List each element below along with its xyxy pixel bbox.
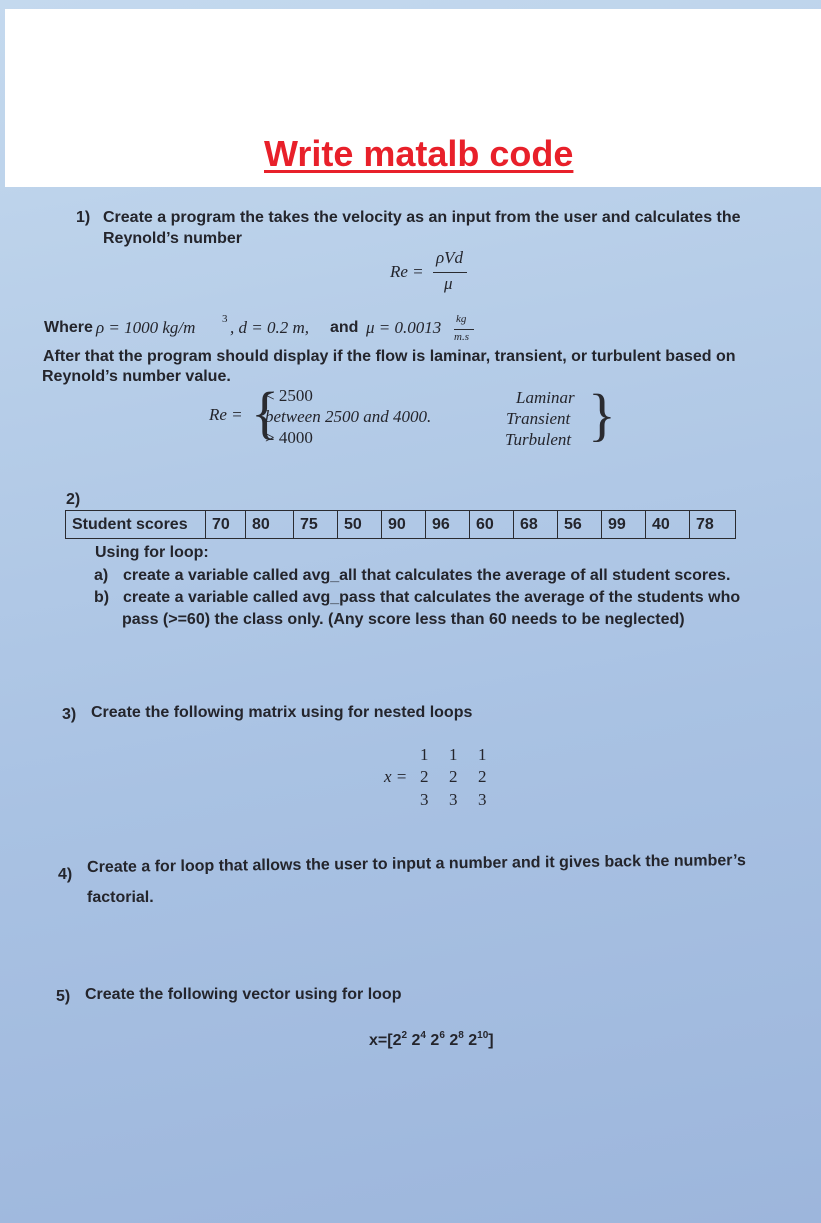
case-condition-3: > 4000 (265, 428, 313, 447)
case-result-1: Laminar (516, 388, 575, 407)
vector-base: 2 (449, 1032, 459, 1049)
vector-exponent: 4 (420, 1030, 426, 1041)
table-row (66, 511, 736, 539)
q5-text: Create the following vector using for loop (85, 986, 402, 1003)
matrix-lhs: x = (384, 767, 408, 786)
vector-base: 2 (430, 1032, 440, 1049)
cases-lhs: Re = (209, 405, 243, 424)
page-title: Write matalb code (264, 133, 574, 174)
matrix-cell: 3 (449, 790, 458, 809)
vector-base: 2 (392, 1032, 402, 1049)
vector-exponent: 8 (458, 1030, 464, 1041)
q3-text: Create the following matrix using for nested loops (91, 704, 473, 721)
q3-number: 3) (62, 706, 77, 723)
where-mu: μ = 0.0013 (366, 318, 442, 337)
q1-line2: Reynold’s number (103, 230, 242, 247)
q4-line1: Create a for loop that allows the user to input a number and it gives back the number’s (87, 852, 746, 876)
unit-fraction-bar (454, 329, 474, 330)
reynolds-formula (388, 248, 478, 298)
where-prefix: Where (44, 319, 93, 336)
score-cell: 70 (206, 511, 246, 539)
vector-base: 2 (411, 1032, 421, 1049)
formula-numerator: ρVd (436, 248, 464, 267)
right-brace: } (588, 382, 616, 447)
q1-after-line1: After that the program should display if the flow is laminar, transient, or turbulent based on (43, 348, 736, 365)
score-cell: 75 (294, 511, 338, 539)
vector-suffix: ] (488, 1032, 494, 1049)
matrix-cell: 2 (478, 767, 487, 786)
power-vector (369, 1030, 494, 1050)
score-cell: 78 (690, 511, 736, 539)
score-cell: 50 (338, 511, 382, 539)
reynolds-cases (207, 380, 616, 450)
q4-number: 4) (58, 866, 73, 883)
fraction-bar (433, 272, 467, 273)
score-cell: 96 (426, 511, 470, 539)
formula-denominator: μ (444, 274, 453, 293)
vector-prefix: x=[ (369, 1032, 393, 1049)
case-result-2: Transient (506, 409, 571, 428)
matrix-cell: 2 (420, 767, 429, 786)
q2-intro: Using for loop: (95, 544, 209, 561)
score-cell: 90 (382, 511, 426, 539)
left-brace: { (251, 380, 279, 445)
where-d: , d = 0.2 m, (230, 318, 309, 337)
table-header-cell: Student scores (66, 511, 206, 539)
where-and: and (330, 319, 359, 336)
matrix-cell: 1 (420, 745, 429, 764)
unit-denominator: m.s (454, 331, 469, 343)
q2-item-a-marker: a) (94, 567, 109, 584)
vector-exponent: 6 (439, 1030, 445, 1041)
score-cell: 40 (646, 511, 690, 539)
formula-lhs: Re = (390, 262, 424, 281)
unit-numerator: kg (456, 313, 467, 325)
q2-item-b-text-2: pass (>=60) the class only. (Any score less than 60 needs to be neglected) (122, 611, 685, 628)
matrix-cell: 1 (478, 745, 487, 764)
q2-item-b-marker: b) (94, 589, 110, 606)
score-cell: 60 (470, 511, 514, 539)
q1-number: 1) (76, 209, 91, 226)
matrix-cell: 1 (449, 745, 458, 764)
q5-number: 5) (56, 988, 71, 1005)
q1-line1: Create a program the takes the velocity as an input from the user and calculates the (103, 209, 741, 226)
where-rho-exp: 3 (222, 313, 228, 325)
q2-item-a-text: create a variable called avg_all that calculates the average of all student scores. (123, 567, 731, 584)
q1-where-line (44, 313, 504, 346)
matrix-cell: 3 (478, 790, 487, 809)
score-cell: 68 (514, 511, 558, 539)
where-rho: ρ = 1000 kg/m (96, 318, 196, 337)
matrix-cell: 3 (420, 790, 429, 809)
q2-item-b-text-1: create a variable called avg_pass that calculates the average of the students who (123, 589, 741, 606)
case-result-3: Turbulent (505, 430, 572, 449)
score-cell: 56 (558, 511, 602, 539)
score-cell: 99 (602, 511, 646, 539)
q4-line2: factorial. (87, 889, 154, 906)
student-scores-table (65, 510, 736, 539)
nested-loop-matrix (382, 744, 502, 814)
q2-number: 2) (66, 491, 81, 508)
case-condition-2: between 2500 and 4000. (265, 407, 432, 426)
matrix-cell: 2 (449, 767, 458, 786)
vector-base: 2 (468, 1032, 478, 1049)
score-cell: 80 (246, 511, 294, 539)
vector-exponent: 10 (477, 1030, 489, 1041)
vector-exponent: 2 (401, 1030, 408, 1041)
case-condition-1: < 2500 (265, 386, 313, 405)
q1-after-line2: Reynold’s number value. (42, 368, 231, 385)
